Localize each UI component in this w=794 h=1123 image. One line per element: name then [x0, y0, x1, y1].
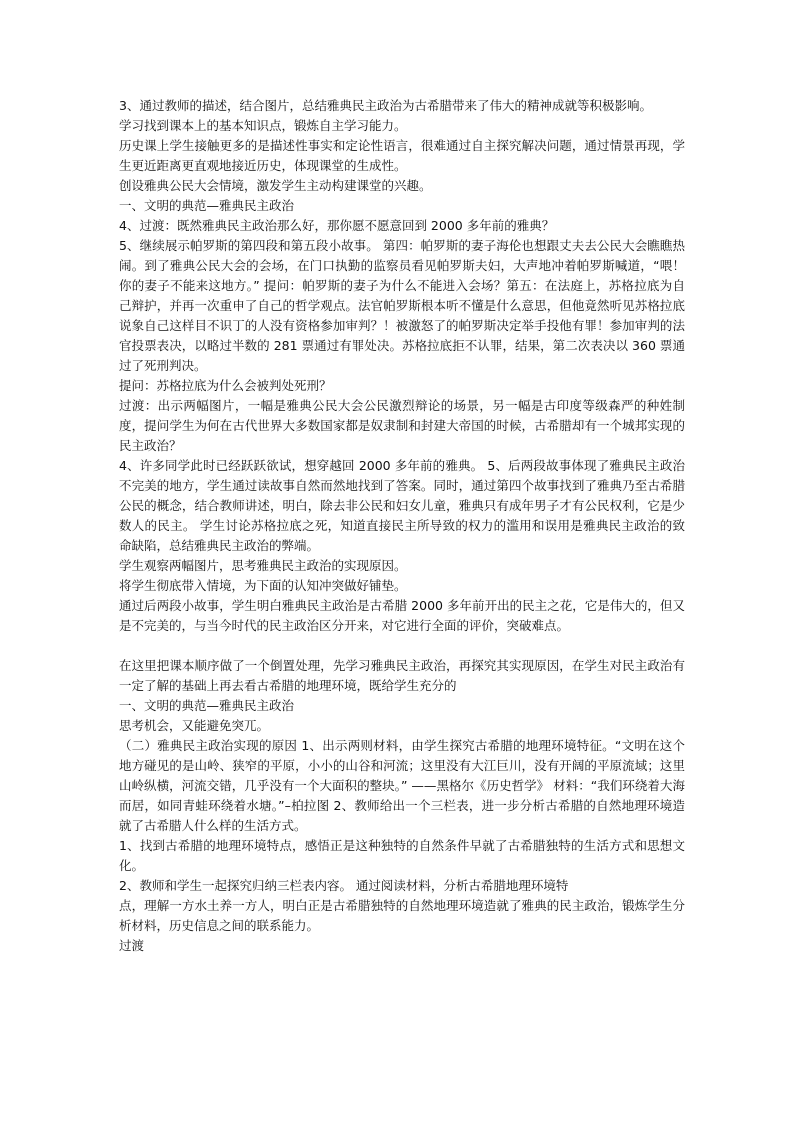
paragraph-design-intent: 历史课上学生接触更多的是描述性事实和定论性语言，很难通过自主探究解决问题，通过情景再现，学生更近距离更直观地接近历史，体现课堂的生成性。 [119, 138, 685, 173]
paragraph-three-column: 2、教师和学生一起探究归纳三栏表内容。 通过阅读材料，分析古希腊地理环境特 [119, 878, 569, 893]
paragraph-immersion: 将学生彻底带入情境，为下面的认知冲突做好铺垫。 [119, 578, 407, 593]
section-heading-repeat: 一、文明的典范—雅典民主政治 [119, 698, 295, 713]
section-heading: 一、文明的典范—雅典民主政治 [119, 198, 295, 213]
paragraph-observe-images: 学生观察两幅图片，思考雅典民主政治的实现原因。 [119, 558, 407, 573]
paragraph-objective-3: 3、通过教师的描述，结合图片，总结雅典民主政治为古希腊带来了伟大的精神成就等积极影响。 [119, 98, 652, 113]
paragraph-story-4-5: 5、继续展示帕罗斯的第四段和第五段小故事。 第四：帕罗斯的妻子海伦也想跟丈夫去公民大会瞧瞧热闹。到了雅典公民大会的会场，在门口执勤的监察员看见帕罗斯夫妇，大声地冲着帕罗斯喊道，“喂！你的妻子不能来这地方。” 提问：帕罗斯的妻子为什么不能进入会场？第五：在法庭上，苏格拉底为自己辩护，并再一次重申了自己的哲学观点。法官帕罗斯根本听不懂是什么意思，但他竟然听见苏格拉底说象自己这样目不识丁的人没有资格参加审判？！被激怒了的帕罗斯决定举手投他有罪！参加审判的法官投票表决，以略过半数的 281 票通过有罪处决。苏格拉底拒不认罪，结果，第二次表决以 360 票通过了死刑判决。 [119, 238, 685, 373]
paragraph-assembly-scene: 创设雅典公民大会情境，激发学生主动构建课堂的兴趣。 [119, 178, 432, 193]
paragraph-analysis: 点，理解一方水土养一方人，明白正是古希腊独特的自然地理环境造就了雅典的民主政治，锻炼学生分析材料，历史信息之间的联系能力。 [119, 898, 685, 933]
document-body [119, 96, 685, 956]
paragraph-thinking: 思考机会，又能避免突兀。 [119, 718, 270, 733]
paragraph-transition-4: 4、过渡：既然雅典民主政治那么好，那你愿不愿意回到 2000 多年前的雅典？ [119, 218, 555, 233]
blank-line [119, 636, 685, 656]
paragraph-evaluation: 通过后两段小故事，学生明白雅典民主政治是古希腊 2000 多年前开出的民主之花，它是伟大的，但又是不完美的，与当今时代的民主政治区分开来，对它进行全面的评价，突破难点。 [119, 598, 685, 633]
paragraph-reasons: （二）雅典民主政治实现的原因 1、出示两则材料，由学生探究古希腊的地理环境特征。“文明在这个地方碰见的是山岭、狭窄的平原，小小的山谷和河流；这里没有大江巨川，没有开阔的平原流域；这里山岭纵横，河流交错，几乎没有一个大面积的整块。” ——黑格尔《历史哲学》 材料：“我们环绕着大海而居，如同青蛙环绕着水塘。”–柏拉图 2、教师给出一个三栏表，进一步分析古希腊的自然地理环境造就了古希腊人什么样的生活方式。 [119, 738, 685, 833]
paragraph-transition-end: 过渡 [119, 938, 145, 953]
paragraph-geography: 1、找到古希腊的地理环境特点，感悟正是这种独特的自然条件早就了古希腊独特的生活方式和思想文化。 [119, 838, 685, 873]
paragraph-self-study: 学习找到课本上的基本知识点，锻炼自主学习能力。 [119, 118, 407, 133]
paragraph-question-socrates: 提问：苏格拉底为什么会被判处死刑？ [119, 378, 332, 393]
paragraph-student-reaction: 4、许多同学此时已经跃跃欲试，想穿越回 2000 多年前的雅典。 5、后两段故事体现了雅典民主政治不完美的地方，学生通过读故事自然而然地找到了答案。同时，通过第四个故事找到了雅典乃至古希腊公民的概念，结合教师讲述，明白，除去非公民和妇女儿童，雅典只有成年男子才有公民权利，它是少数人的民主。 学生讨论苏格拉底之死，知道直接民主所导致的权力的滥用和误用是雅典民主政治的致命缺陷，总结雅典民主政治的弊端。 [119, 458, 685, 553]
paragraph-order-note: 在这里把课本顺序做了一个倒置处理，先学习雅典民主政治，再探究其实现原因，在学生对民主政治有一定了解的基础上再去看古希腊的地理环境，既给学生充分的 [119, 658, 685, 693]
paragraph-transition-images: 过渡：出示两幅图片，一幅是雅典公民大会公民激烈辩论的场景，另一幅是古印度等级森严的种姓制度，提问学生为何在古代世界大多数国家都是奴隶制和封建大帝国的时候，古希腊却有一个城邦实现的民主政治？ [119, 398, 685, 453]
